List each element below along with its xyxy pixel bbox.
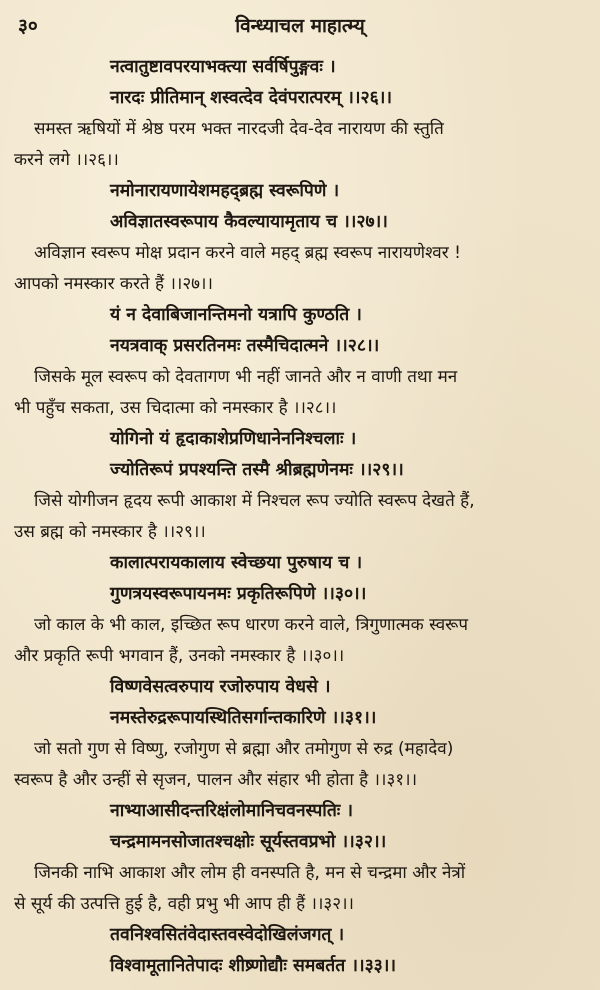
- sanskrit-verse-line: अविज्ञातस्वरूपाय कैवल्यायामृताय च ।।२७।।: [110, 212, 388, 232]
- verse-block: [14, 548, 584, 672]
- sanskrit-verse-line: विष्णवेसत्वरुपाय रजोरुपाय वेधसे ।: [110, 677, 331, 697]
- sanskrit-verse-line: नत्वातुष्टावपरयाभक्त्या सर्वर्षिपुङ्गवः ।: [110, 57, 336, 77]
- sanskrit-verse-line: नारदः प्रीतिमान् शस्वत्देव देवंपरात्परम् ।।२६।।: [110, 88, 393, 108]
- translation-line: उस ब्रह्म को नमस्कार है ।।२९।।: [14, 522, 206, 542]
- hindi-translation: [14, 238, 584, 300]
- translation-line: आपको नमस्कार करते हैं ।।२७।।: [14, 274, 213, 294]
- translation-line: और प्रकृति रूपी भगवान हैं, उनको नमस्कार है ।।३०।।: [14, 646, 345, 666]
- sanskrit-verse-line: नाभ्याआसीदन्तरिक्षंलोमानिचवनस्पतिः ।: [110, 801, 354, 821]
- verse-block: [14, 672, 584, 796]
- translation-line: अविज्ञान स्वरूप मोक्ष प्रदान करने वाले महद् ब्रह्म स्वरूप नारायणेश्वर !: [34, 243, 461, 263]
- sanskrit-verse-line: विश्वामूतानितेपादः शीष्र्णोद्यौः समबर्तत ।।३३।।: [110, 956, 397, 976]
- hindi-translation: [14, 114, 584, 176]
- translation-line: जिनकी नाभि आकाश और लोम ही वनस्पति है, मन से चन्द्रमा और नेत्रों: [34, 863, 466, 883]
- sanskrit-verse-line: चन्द्रमामनसोजातश्चक्षोः सूर्यस्तवप्रभो ।।३२।।: [110, 832, 387, 852]
- sanskrit-verse-line: योगिनो यं हृदाकाशेप्रणिधानेननिश्चलाः ।: [110, 429, 357, 449]
- verse-block: [14, 920, 584, 982]
- sanskrit-verse-line: नमोनारायणायेशमहद्ब्रह्म स्वरूपिणे ।: [110, 181, 340, 201]
- translation-line: जिसके मूल स्वरूप को देवतागण भी नहीं जानते और न वाणी तथा मन: [34, 367, 458, 387]
- verse-block: [14, 52, 584, 176]
- verse-block: [14, 176, 584, 300]
- hindi-translation: [14, 362, 584, 424]
- translation-line: समस्त ऋषियों में श्रेष्ठ परम भक्त नारदजी देव-देव नारायण की स्तुति: [34, 119, 444, 139]
- sanskrit-verse-line: नयत्रवाक् प्रसरतिनमः तस्मैचिदात्मने ।।२८।।: [110, 336, 380, 356]
- hindi-translation: [14, 858, 584, 920]
- page-number: ३०: [18, 15, 38, 37]
- hindi-translation: [14, 610, 584, 672]
- sanskrit-verse-line: ज्योतिरूपं प्रपश्यन्ति तस्मै श्रीब्रह्मणेनमः ।।२९।।: [110, 460, 404, 480]
- page-header: [18, 12, 582, 38]
- hindi-translation: [14, 486, 584, 548]
- sanskrit-verse-line: कालात्परायकालाय स्वेच्छया पुरुषाय च ।: [110, 553, 363, 573]
- translation-line: जो काल के भी काल, इच्छित रूप धारण करने वाले, त्रिगुणात्मक स्वरूप: [34, 615, 469, 635]
- hindi-translation: [14, 734, 584, 796]
- running-title: विन्ध्याचल माहात्म्य्: [235, 15, 365, 37]
- sanskrit-verse-line: यं न देवाबिजानन्तिमनो यत्रापि कुण्ठति ।: [110, 305, 362, 325]
- translation-line: जिसे योगीजन हृदय रूपी आकाश में निश्चल रूप ज्योति स्वरूप देखते हैं,: [34, 491, 475, 511]
- verse-block: [14, 424, 584, 548]
- translation-line: से सूर्य की उत्पत्ति हुई है, वही प्रभु भी आप ही हैं ।।३२।।: [14, 894, 354, 914]
- translation-line: भी पहुँच सकता, उस चिदात्मा को नमस्कार है ।।२८।।: [14, 398, 337, 418]
- verse-block: [14, 300, 584, 424]
- sanskrit-verse-line: गुणत्रयस्वरूपायनमः प्रकृतिरूपिणे ।।३०।।: [110, 584, 367, 604]
- translation-line: स्वरूप है और उन्हीं से सृजन, पालन और संहार भी होता है ।।३१।।: [14, 770, 418, 790]
- sanskrit-verse-line: नमस्तेरुद्ररूपायस्थितिसर्गान्तकारिणे ।।३१।।: [110, 708, 377, 728]
- sanskrit-verse-line: तवनिश्वसितंवेदास्तवस्वेदोखिलंजगत् ।: [110, 925, 345, 945]
- translation-line: जो सतो गुण से विष्णु, रजोगुण से ब्रह्मा और तमोगुण से रुद्र (महादेव): [34, 739, 454, 759]
- translation-line: करने लगे ।।२६।।: [14, 150, 119, 170]
- page-body: [14, 52, 584, 982]
- verse-block: [14, 796, 584, 920]
